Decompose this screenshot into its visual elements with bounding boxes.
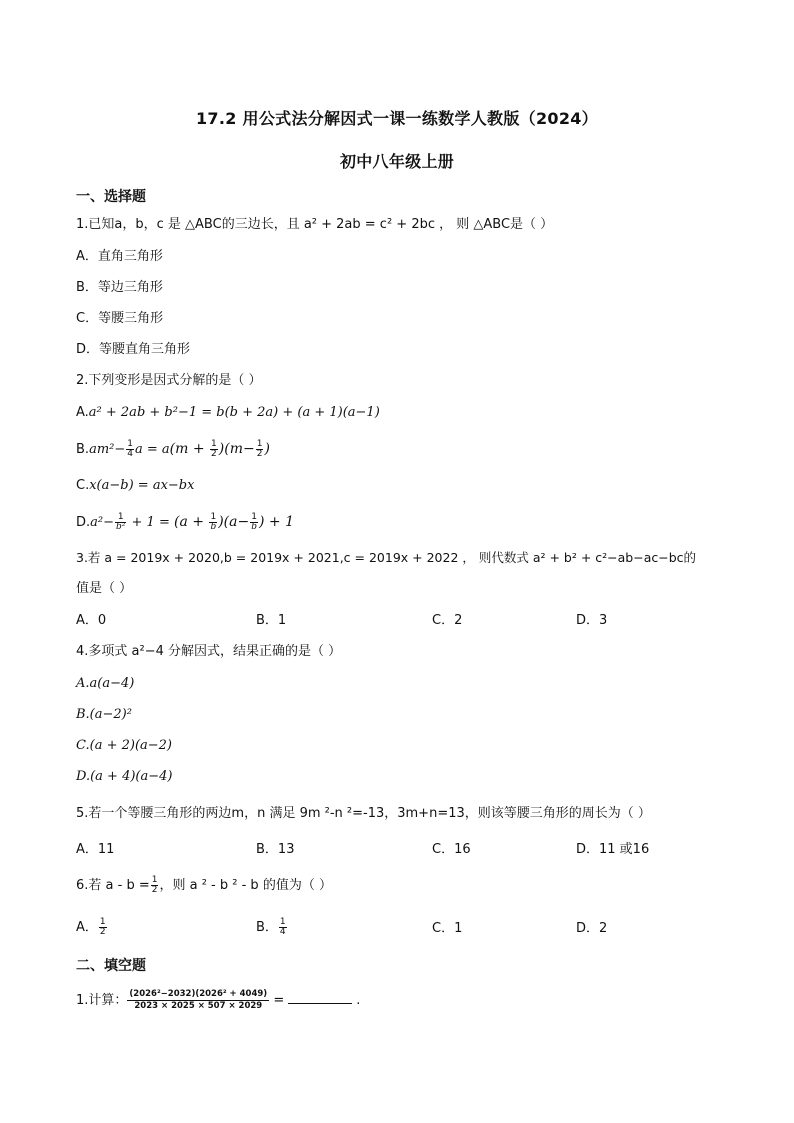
question-2-option-d [76,510,294,535]
question-3-option-a: A．0 [76,613,107,628]
fraction-denominator: 2 [211,449,217,459]
fraction-denominator: 2023 × 2025 × 507 × 2029 [134,1001,263,1011]
question-6-option-c: C．1 [432,921,463,936]
fraction [115,513,126,532]
option-label: C. [76,478,90,493]
question-3-option-d: D．3 [576,613,608,628]
question-5-option-c: C．16 [432,842,471,857]
option-label: A． [76,920,98,935]
fraction-numerator: 1 [256,439,263,449]
option-label: D. [76,515,91,530]
fraction-denominator: 2 [256,449,263,459]
question-3-stem-line-1: 3.若 a = 2019x + 2020,b = 2019x + 2021,c = 2019x + 2022 ， 则代数式 a² + b² + c²−ab−ac−bc的 [76,550,697,565]
question-2-stem: 2.下列变形是因式分解的是（ ） [76,373,262,388]
fraction-numerator: (2026²−2032)(2026² + 4049) [129,989,268,999]
fraction-denominator: 2 [151,885,158,895]
formula-part: (m + [169,441,210,457]
option-formula: a² + 2ab + b²−1 = b(b + 2a) + (a + 1)(a−1) [88,405,380,420]
fill-label: 1.计算： [76,993,128,1008]
fraction [209,513,217,532]
question-1-option-b: B．等边三角形 [76,280,163,295]
question-3-option-b: B．1 [256,613,287,628]
fraction-numerator: 1 [279,917,286,927]
option-label: B. [76,442,90,457]
fraction [151,876,159,895]
fraction [127,989,269,1012]
formula-part: ) [264,441,270,457]
formula-part: a = a [134,442,170,457]
question-1-option-c: C．等腰三角形 [76,311,164,326]
question-3-option-c: C．2 [432,613,463,628]
fraction [279,918,287,937]
fraction-denominator: b [210,522,217,532]
fraction-denominator: b² [116,522,126,532]
fraction-numerator: 1 [127,439,133,449]
answer-blank[interactable] [288,1002,352,1004]
question-4-option-b: B.(a−2)² [76,707,132,722]
question-4-option-c: C.(a + 2)(a−2) [76,738,172,753]
fraction [99,918,107,937]
equals-sign: = [273,993,285,1008]
question-5-option-a: A．11 [76,842,115,857]
section-heading-choice: 一、选择题 [76,189,146,205]
formula-part: (a + [173,514,209,530]
stem-part: ，则 a ² - b ² - b 的值为（ ） [159,878,332,893]
fraction [250,513,258,532]
fraction-numerator: 1 [151,875,158,885]
fill-question-1 [76,986,360,1016]
question-1-option-a: A．直角三角形 [76,249,163,264]
question-2-option-b [76,437,270,462]
question-5-stem: 5.若一个等腰三角形的两边m，n 满足 9m ²-n ²=-13，3m+n=13，则该等腰三角形的周长为（ ） [76,806,651,821]
question-4-stem: 4.多项式 a²−4 分解因式，结果正确的是（ ） [76,644,342,659]
question-2-option-c [76,477,194,495]
fraction-denominator: b [251,522,257,532]
page-title: 17.2 用公式法分解因式一课一练数学人教版（2024） [196,109,598,128]
fraction-numerator: 1 [99,917,106,927]
stem-part: 6.若 a - b = [76,878,150,893]
question-4-option-d: D.(a + 4)(a−4) [76,769,173,784]
question-5-option-d: D．11 或16 [576,842,650,857]
question-4-option-a: A.a(a−4) [76,676,135,691]
question-3-stem-line-2: 值是（ ） [76,581,133,596]
fraction-numerator: 1 [210,512,217,522]
option-label: B． [256,920,278,935]
question-1-stem: 1.已知a，b，c 是 △ABC的三边长，且 a² + 2ab = c² + 2bc ， 则 △ABC是（ ） [76,217,554,232]
fraction-numerator: 1 [211,439,217,449]
question-2-option-a [76,404,380,422]
fraction [126,440,134,459]
question-6-option-d: D．2 [576,921,608,936]
formula-part: )(a− [218,514,250,530]
formula-part: )(m− [218,441,255,457]
question-6-stem [76,874,332,898]
fraction-denominator: 4 [127,449,133,459]
option-formula: x(a−b) = ax−bx [89,478,195,493]
question-1-option-d: D．等腰直角三角形 [76,342,191,357]
fraction [210,440,218,459]
section-heading-fill: 二、填空题 [76,958,146,974]
fraction-numerator: 1 [251,512,257,522]
fraction-numerator: 1 [115,513,126,523]
fraction-denominator: 4 [279,927,286,937]
question-6-option-a [76,916,108,940]
formula-part: a²− [90,515,115,530]
fraction [256,440,264,459]
formula-part: + 1 = [127,515,174,530]
option-label: A. [76,405,89,420]
formula-part: am²− [89,442,126,457]
page-subtitle: 初中八年级上册 [339,152,455,171]
fraction-denominator: 2 [99,927,106,937]
period: . [356,993,361,1008]
question-5-option-b: B．13 [256,842,295,857]
formula-part: ) + 1 [258,514,294,530]
question-6-option-b [256,916,288,940]
